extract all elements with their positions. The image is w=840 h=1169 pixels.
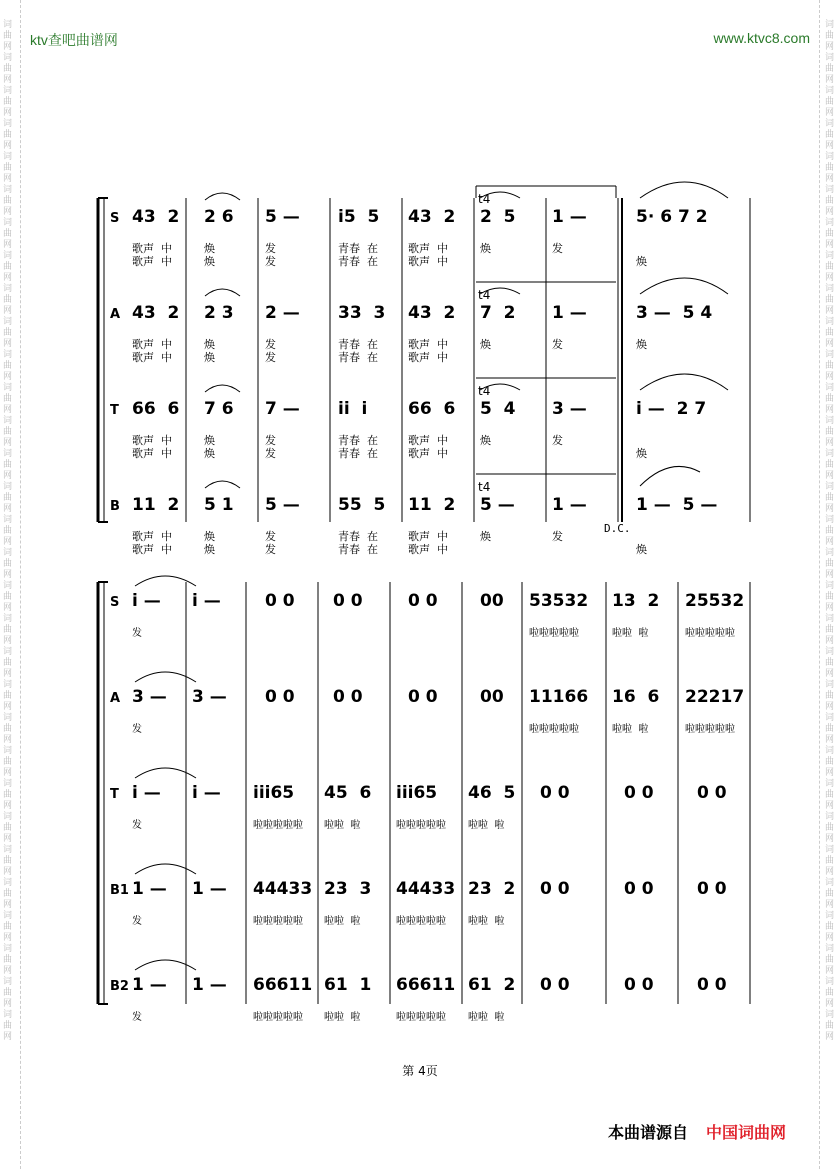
site-name: ktv查吧曲谱网: [30, 32, 118, 48]
lyric: 啦啦啦啦啦: [253, 820, 303, 831]
lyric: 啦啦 啦: [468, 916, 505, 927]
lyric-verse-1: 焕: [480, 434, 491, 447]
lyric-verse-2: 歌声 中: [132, 255, 172, 268]
lyric-verse-1: 焕: [204, 242, 215, 255]
note-group: 1 —: [552, 495, 587, 515]
lyric: 发: [132, 916, 142, 927]
part-label-A: A: [110, 691, 121, 706]
lyric: 发: [132, 724, 142, 735]
lyric-verse-1: 歌声 中: [408, 338, 448, 351]
note-group: 44433: [253, 879, 313, 899]
note-group: 00: [480, 591, 504, 611]
note-group: ii i: [338, 399, 368, 419]
lyric: 啦啦 啦: [612, 724, 649, 735]
site-url[interactable]: www.ktvc8.com: [713, 30, 810, 46]
lyric-verse-1: 歌声 中: [408, 242, 448, 255]
note-group: 1 —: [192, 879, 227, 899]
note-group: 7 —: [265, 399, 300, 419]
note-group: 43 2: [408, 303, 456, 323]
lyric-verse-1: 焕: [480, 530, 491, 543]
note-group: 0 0: [265, 591, 295, 611]
note-group: 0 0: [540, 879, 570, 899]
lyric-verse-2: 歌声 中: [132, 447, 172, 460]
lyric-verse-1: 焕: [204, 530, 215, 543]
note-group: 23 2: [468, 879, 516, 899]
note-group: 13 2: [612, 591, 660, 611]
lyric-verse-1: 青春 在: [338, 338, 378, 351]
note-group: i —: [192, 783, 221, 803]
lyric-verse-2: 焕: [636, 543, 647, 556]
note-group: 0 0: [624, 879, 654, 899]
note-group: 0 0: [697, 879, 727, 899]
lyric-verse-2: 发: [265, 255, 276, 268]
note-group: 0 0: [265, 687, 295, 707]
lyric: 啦啦 啦: [612, 628, 649, 639]
part-label-T: T: [110, 403, 119, 418]
note-group: 53532: [529, 591, 589, 611]
note-group: 0 0: [624, 975, 654, 995]
note-group: 0 0: [540, 975, 570, 995]
note-group: 0 0: [540, 783, 570, 803]
lyric-verse-1: 发: [265, 434, 276, 447]
note-group: 66 6: [132, 399, 180, 419]
note-group: 3 —: [552, 399, 587, 419]
note-group: 45 6: [324, 783, 372, 803]
lyric-verse-2: 歌声 中: [408, 255, 448, 268]
note-group: 61 2: [468, 975, 516, 995]
note-group: 55 5: [338, 495, 386, 515]
lyric-verse-1: 发: [552, 530, 563, 543]
lyric-verse-2: 青春 在: [338, 447, 378, 460]
lyric-verse-1: 焕: [204, 338, 215, 351]
note-group: 11 2: [132, 495, 180, 515]
volta-label: t4: [478, 288, 491, 302]
note-group: 2 5: [480, 207, 516, 227]
volta-label: t4: [478, 192, 491, 206]
lyric: 啦啦啦啦啦: [396, 1012, 446, 1023]
lyric: 啦啦 啦: [468, 820, 505, 831]
source-credit: [608, 1120, 786, 1143]
left-watermark: 词曲网词曲网词曲网词曲网词曲网词曲网词曲网词曲网词曲网词曲网词曲网词曲网词曲网词曲网词曲网词曲网词曲网词曲网词曲网词曲网词曲网词曲网词曲网词曲网词曲网词曲网词曲网词曲网词曲网词曲网词曲网: [3, 20, 13, 1042]
note-group: 0 0: [333, 687, 363, 707]
lyric-verse-1: 焕: [480, 338, 491, 351]
volta-label: t4: [478, 384, 491, 398]
note-group: 1 —: [192, 975, 227, 995]
page-number: 第 4页: [402, 1064, 438, 1078]
part-label-A: A: [110, 307, 121, 322]
lyric: 啦啦啦啦啦: [685, 724, 735, 735]
note-group: 7 2: [480, 303, 516, 323]
lyric-verse-1: 发: [552, 338, 563, 351]
note-group: 0 0: [333, 591, 363, 611]
lyric: 啦啦 啦: [324, 820, 361, 831]
note-group: 66 6: [408, 399, 456, 419]
note-group: 46 5: [468, 783, 516, 803]
lyric-verse-2: 歌声 中: [408, 543, 448, 556]
lyric-verse-1: 焕: [480, 242, 491, 255]
lyric-verse-1: 歌声 中: [132, 434, 172, 447]
lyric: 啦啦啦啦啦: [253, 1012, 303, 1023]
note-group: 66611: [253, 975, 313, 995]
lyric-verse-2: 青春 在: [338, 255, 378, 268]
lyric-verse-2: 焕: [636, 447, 647, 460]
note-group: 1 —: [552, 303, 587, 323]
note-group: 3 —: [132, 687, 167, 707]
lyric-verse-2: 青春 在: [338, 351, 378, 364]
note-group: 22217: [685, 687, 745, 707]
part-label-B: B: [110, 499, 120, 514]
note-group: 16 6: [612, 687, 660, 707]
note-group: 2 3: [204, 303, 234, 323]
part-label-B1: B1: [110, 883, 129, 898]
note-group: 00: [480, 687, 504, 707]
note-group: 5 1: [204, 495, 234, 515]
note-group: 1 — 5 —: [636, 495, 718, 515]
lyric-verse-2: 歌声 中: [132, 543, 172, 556]
source-site[interactable]: 中国词曲网: [706, 1123, 787, 1142]
lyric: 啦啦啦啦啦: [685, 628, 735, 639]
note-group: i — 2 7: [636, 399, 707, 419]
note-group: iii65: [253, 783, 295, 803]
lyric-verse-1: 焕: [636, 338, 647, 351]
part-label-S: S: [110, 595, 120, 610]
note-group: 33 3: [338, 303, 386, 323]
lyric-verse-1: 发: [265, 530, 276, 543]
lyric: 发: [132, 820, 142, 831]
lyric-verse-1: 青春 在: [338, 530, 378, 543]
note-group: 5 —: [265, 495, 300, 515]
note-group: iii65: [396, 783, 438, 803]
note-group: 43 2: [408, 207, 456, 227]
lyric-verse-2: 焕: [204, 543, 215, 556]
lyric: 啦啦 啦: [324, 916, 361, 927]
lyric: 啦啦啦啦啦: [396, 916, 446, 927]
part-label-T: T: [110, 787, 119, 802]
note-group: i —: [132, 783, 161, 803]
lyric: 啦啦啦啦啦: [253, 916, 303, 927]
note-group: 11 2: [408, 495, 456, 515]
note-group: 0 0: [697, 975, 727, 995]
note-group: 7 6: [204, 399, 234, 419]
note-group: 0 0: [408, 687, 438, 707]
lyric-verse-1: 青春 在: [338, 242, 378, 255]
lyric-verse-2: 焕: [636, 255, 647, 268]
lyric-verse-2: 发: [265, 447, 276, 460]
system-2: [110, 591, 744, 1023]
lyric-verse-2: 发: [265, 543, 276, 556]
note-group: 2 6: [204, 207, 234, 227]
lyric: 啦啦啦啦啦: [529, 628, 579, 639]
lyric-verse-2: 焕: [204, 351, 215, 364]
note-group: 1 —: [132, 879, 167, 899]
note-group: i5 5: [338, 207, 380, 227]
source-prefix: 本曲谱源自: [608, 1123, 689, 1142]
lyric-verse-2: 焕: [204, 447, 215, 460]
note-group: i —: [132, 591, 161, 611]
note-group: 0 0: [408, 591, 438, 611]
volta-label: t4: [478, 480, 491, 494]
lyric-verse-1: 歌声 中: [132, 242, 172, 255]
lyric: 啦啦 啦: [468, 1012, 505, 1023]
note-group: 1 —: [132, 975, 167, 995]
note-group: 5 4: [480, 399, 516, 419]
lyric-verse-2: 歌声 中: [132, 351, 172, 364]
note-group: 43 2: [132, 303, 180, 323]
lyric: 啦啦 啦: [324, 1012, 361, 1023]
lyric-verse-1: 歌声 中: [408, 530, 448, 543]
note-group: 43 2: [132, 207, 180, 227]
note-group: 0 0: [697, 783, 727, 803]
dc-marking: D.C.: [604, 522, 631, 535]
note-group: 61 1: [324, 975, 372, 995]
right-watermark: 词曲网词曲网词曲网词曲网词曲网词曲网词曲网词曲网词曲网词曲网词曲网词曲网词曲网词曲网词曲网词曲网词曲网词曲网词曲网词曲网词曲网词曲网词曲网词曲网词曲网词曲网词曲网词曲网词曲网词曲网词曲网: [825, 20, 835, 1042]
lyric: 啦啦啦啦啦: [529, 724, 579, 735]
lyric-verse-1: 发: [265, 242, 276, 255]
note-group: 3 —: [192, 687, 227, 707]
lyric-verse-2: 发: [265, 351, 276, 364]
lyric-verse-2: 青春 在: [338, 543, 378, 556]
lyric-verse-2: 焕: [204, 255, 215, 268]
lyric: 发: [132, 1012, 142, 1023]
lyric-verse-2: 歌声 中: [408, 447, 448, 460]
note-group: 44433: [396, 879, 456, 899]
note-group: 1 —: [552, 207, 587, 227]
note-group: 23 3: [324, 879, 372, 899]
system-1: [110, 192, 717, 556]
lyric-verse-1: 歌声 中: [132, 530, 172, 543]
note-group: 5 —: [480, 495, 515, 515]
note-group: i —: [192, 591, 221, 611]
lyric-verse-1: 发: [552, 434, 563, 447]
note-group: 11166: [529, 687, 589, 707]
part-label-B2: B2: [110, 979, 129, 994]
lyric-verse-1: 焕: [204, 434, 215, 447]
part-label-S: S: [110, 211, 120, 226]
lyric: 发: [132, 628, 142, 639]
note-group: 3 — 5 4: [636, 303, 713, 323]
note-group: 2 —: [265, 303, 300, 323]
note-group: 66611: [396, 975, 456, 995]
lyric-verse-1: 发: [552, 242, 563, 255]
note-group: 5 —: [265, 207, 300, 227]
lyric: 啦啦啦啦啦: [396, 820, 446, 831]
note-group: 5· 6 7 2: [636, 207, 708, 227]
note-group: 25532: [685, 591, 745, 611]
lyric-verse-1: 歌声 中: [132, 338, 172, 351]
lyric-verse-2: 歌声 中: [408, 351, 448, 364]
lyric-verse-1: 青春 在: [338, 434, 378, 447]
lyric-verse-1: 发: [265, 338, 276, 351]
lyric-verse-1: 歌声 中: [408, 434, 448, 447]
note-group: 0 0: [624, 783, 654, 803]
